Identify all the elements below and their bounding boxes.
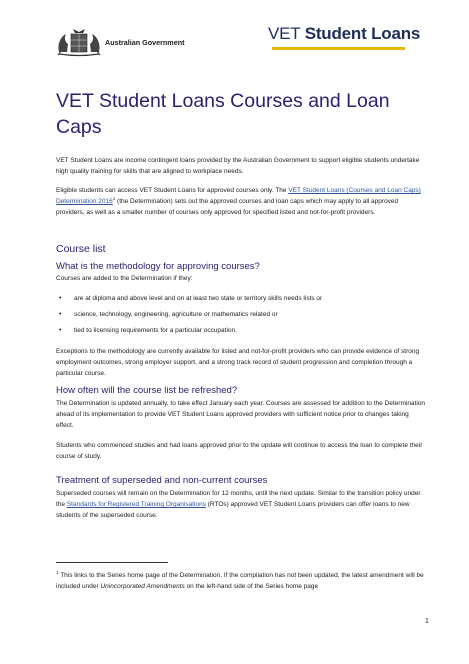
refresh-paragraph-1: The Determination is updated annually, to take effect January each year. Courses are assessed for addition to the Determination ahead of its implementation to provide VET Student Loans approved providers with sufficient notice prior to changes taking effect.: [56, 400, 426, 429]
list-item-text: tied to licensing requirements for a particular occupation.: [74, 327, 237, 334]
methodology-heading: What is the methodology for approving courses?: [56, 261, 260, 272]
bullet-icon: •: [59, 327, 62, 334]
criteria-list: [56, 291, 428, 339]
bullet-icon: •: [59, 295, 62, 302]
bullet-icon: •: [59, 311, 62, 318]
rto-standards-link[interactable]: Standards for Registered Training Organisations: [66, 501, 206, 508]
page-title: VET Student Loans Courses and Loan Caps: [56, 90, 390, 138]
vet-logo-main: Student Loans: [304, 24, 421, 43]
superseded-paragraph: [56, 488, 428, 521]
page-number: 1: [425, 618, 429, 625]
intro-paragraph-2: [56, 185, 428, 218]
refresh-paragraph-2: Students who commenced studies and had loans approved prior to the update will continue to access the loan to complete their course of study.: [56, 442, 423, 460]
footnote-divider: [56, 562, 168, 563]
intro-p2-after: (the Determination) sets out the approved courses and loan caps which may apply to all approved providers, as well as a smaller number of courses only approved for specified listed and not-for-profit providers.: [56, 198, 399, 216]
list-item: [56, 323, 428, 339]
superseded-before: Superseded courses will remain on the Determination for 12 months, until the next update. Similar to the transition policy under the: [56, 490, 421, 508]
list-item: [56, 307, 428, 323]
footnote-after: on the left-hand side of the Series home page: [184, 583, 319, 590]
vet-student-loans-logo: [268, 24, 420, 44]
superseded-heading: Treatment of superseded and non-current courses: [56, 475, 268, 486]
intro-paragraph-1: VET Student Loans are income contingent loans provided by the Australian Government to support eligible students undertake high quality training for skills that are aligned to workplace needs.: [56, 157, 420, 175]
gov-logo-text: Australian Government: [105, 38, 185, 47]
intro-p2-before: Eligible students can access VET Student Loans for approved courses only. The: [56, 187, 289, 194]
superseded-after: (RTOs) approved VET Student Loans providers can offer loans to new students of the superseded course.: [56, 501, 410, 519]
list-item: [56, 291, 428, 307]
coat-of-arms-icon: [55, 26, 103, 58]
methodology-lead: Courses are added to the Determination if they:: [56, 275, 193, 282]
determination-link[interactable]: VET Student Loans (Courses and Loan Caps) Determination 2016: [56, 187, 421, 205]
course-list-heading: Course list: [56, 243, 106, 255]
footnote-italic: Unincorporated Amendments: [100, 583, 185, 590]
exceptions-paragraph: Exceptions to the methodology are currently available for listed and not-for-profit providers who can provide evidence of strong employment outcomes, strong employer support, and a strong track record of student progression and completion through a particular course.: [56, 348, 420, 377]
list-item-text: science, technology, engineering, agriculture or mathematics related or: [74, 311, 278, 318]
refresh-heading: How often will the course list be refreshed?: [56, 385, 238, 396]
vet-logo-prefix: VET: [268, 24, 305, 43]
list-item-text: are at diploma and above level and on at least two state or territory skills needs lists or: [74, 295, 323, 302]
logo-accent-bar: [272, 47, 405, 50]
footnote: [56, 570, 428, 592]
footnote-ref[interactable]: 1: [112, 195, 116, 201]
footnote-number: 1: [56, 569, 59, 575]
footnote-before: This links to the Series home page of the Determination. If the compilation has not been updated, the latest amendment will be included under: [56, 572, 424, 590]
australian-government-logo: [55, 26, 205, 58]
